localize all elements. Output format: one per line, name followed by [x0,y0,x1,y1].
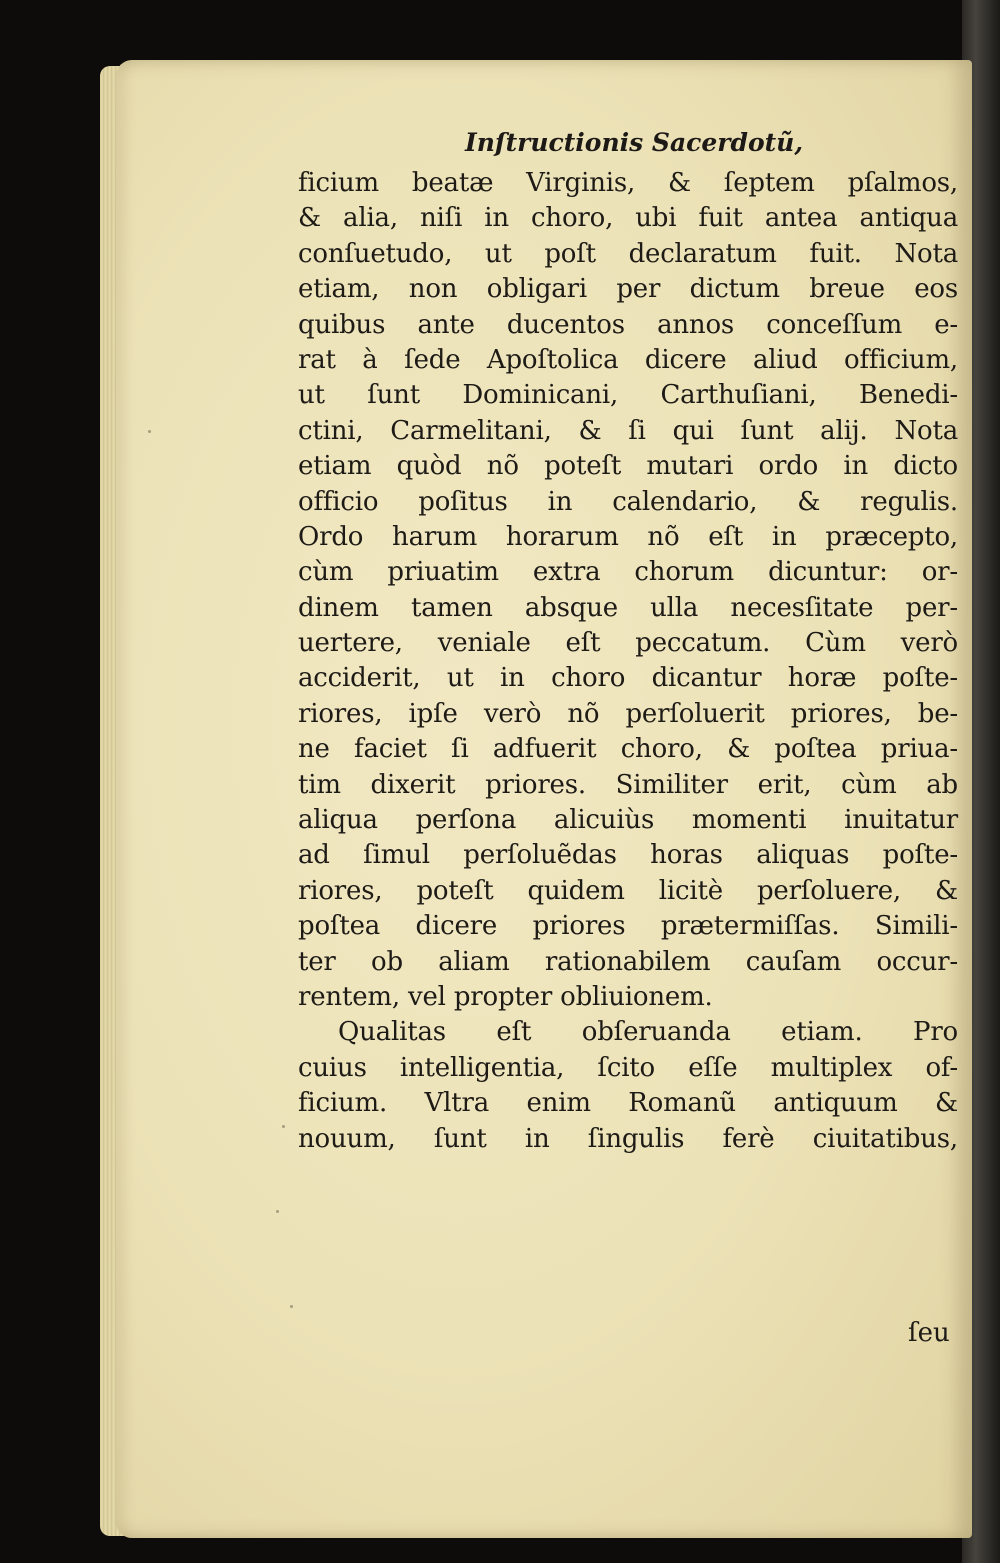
text-line: rentem, vel propter obliuionem. [298,981,713,1012]
text-line: cuius intelligentia, ſcito eſſe multiplex of- [298,1052,958,1083]
catchword: ſeu [908,1318,950,1348]
text-line: etiam quòd nõ poteſt mutari ordo in dicto [298,451,958,482]
text-line: & alia, niſi in choro, ubi fuit antea antiqua [298,203,958,234]
paper-speck [282,1125,285,1128]
text-line: ad ſimul perſoluẽdas horas aliquas poſte- [298,840,958,871]
text-line: ctini, Carmelitani, & ſi qui ſunt alij. Nota [298,415,958,446]
paper-speck [148,430,151,433]
text-line: riores, poteſt quidem licitè perſoluere, & [298,875,958,906]
text-line: aliqua perſona alicuiùs momenti inuitatur [298,805,958,836]
text-line: ne faciet ſi adfuerit choro, & poſtea priua- [298,734,958,765]
text-line: rat à ſede Apoſtolica dicere aliud officium, [298,344,958,375]
text-line: dinem tamen absque ulla necesſitate per- [298,592,958,623]
text-line: conſuetudo, ut poſt declaratum fuit. Nota [298,238,958,269]
paper-speck [276,1210,279,1213]
text-line: tim dixerit priores. Similiter erit, cùm ab [298,769,958,800]
text-line: acciderit, ut in choro dicantur horæ poſte- [298,663,958,694]
text-line: uertere, veniale eſt peccatum. Cùm verò [298,628,958,659]
paper-speck [290,1305,293,1308]
body-text [298,166,958,1157]
text-line: officio poſitus in calendario, & regulis. [298,486,958,517]
text-line: ficium beatæ Virginis, & ſeptem pſalmos, [298,168,958,198]
text-line: nouum, ſunt in ſingulis ferè ciuitatibus, [298,1123,958,1154]
text-line: cùm priuatim extra chorum dicuntur: or- [298,557,958,588]
text-line: Ordo harum horarum nõ eſt in præcepto, [298,521,958,552]
running-header: Inſtructionis Sacerdotũ, [465,128,804,157]
text-line: riores, ipſe verò nõ perſoluerit priores, be- [298,698,958,729]
text-line: ficium. Vltra enim Romanũ antiquum & [298,1088,958,1119]
text-line: ut ſunt Dominicani, Carthuſiani, Benedi- [298,380,958,411]
text-line: quibus ante ducentos annos conceſſum e- [298,309,958,340]
text-line: ter ob aliam rationabilem cauſam occur- [298,946,958,977]
text-line: poſtea dicere priores prætermiſſas. Simili- [298,911,958,942]
paragraph-start-line: Qualitas eſt obſeruanda etiam. Pro [338,1017,958,1048]
text-line: etiam, non obligari per dictum breue eos [298,274,958,305]
